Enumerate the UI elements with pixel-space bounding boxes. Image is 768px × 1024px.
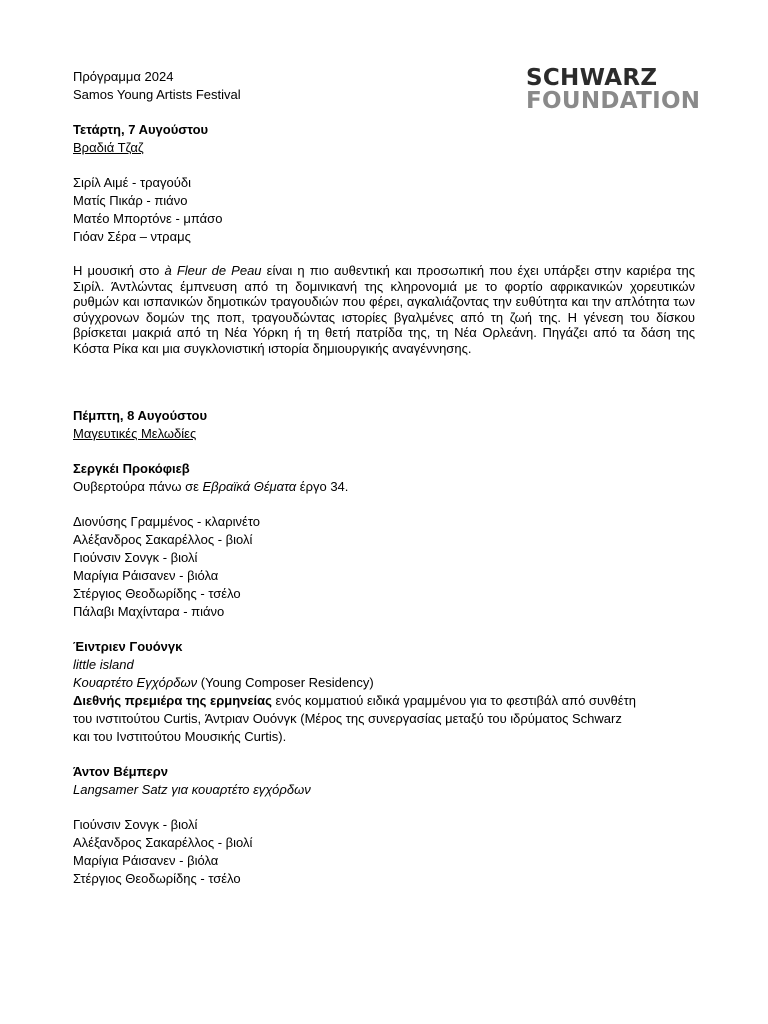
program-title: Πρόγραμμα 2024 [73,69,174,84]
day1-performer: Ματέο Μπορτόνε - μπάσο [73,211,223,226]
composer-wong: Έιντριεν Γουόνγκ [73,639,183,654]
day1-performer: Γιόαν Σέρα – ντραμς [73,229,191,244]
day2-performer: Μαρίγια Ράισανεν - βιόλα [73,853,219,868]
day2-performer: Γιούνσιν Σονγκ - βιολί [73,550,198,565]
day2-performer: Αλέξανδρος Σακαρέλλος - βιολί [73,835,253,850]
day2-performer: Γιούνσιν Σονγκ - βιολί [73,817,198,832]
document-body [73,68,696,888]
day1-performer: Ματίς Πικάρ - πιάνο [73,193,188,208]
day2-performer: Διονύσης Γραμμένος - κλαρινέτο [73,514,261,529]
composer-prokofiev: Σεργκέι Προκόφιεβ [73,461,190,476]
day1-date: Τετάρτη, 7 Αυγούστου [73,122,209,137]
day1-description: Η μουσική στο à Fleur de Peau είναι η πιο αυθεντική και προσωπική που έχει υπάρξει στην καριέρα της Σιρίλ. Άντλώντας έμπνευση από τη δομινικανή της κληρονομιά με το φορτίο αφρικανικών χορευτικών ρυθμών και ισπανικών δημοτικών τραγουδιών που φέρει, αγκαλιάζοντας την ευθύτητα και την απλότητα των σύγχρονων δομών της ποπ, τραγουδώντας ιστορίες βγαλμένες από τη ζωή της. Η γένεση του δίσκου βρίσκεται μακριά από τη Νέα Υόρκη ή τη θετή πατρίδα της, τη Νέα Ορλεάνη. Πηγάζει από τα δάση της Κόστα Ρίκα και μια συγκλονιστική ιστορία δημιουργικής αναγέννησης. [73,263,695,356]
premiere-note-line1: Διεθνής πρεμιέρα της ερμηνείας ενός κομματιού ειδικά γραμμένου για το φεστιβάλ από συνθέτη [73,693,636,708]
logo-line-2: FOUNDATION [526,88,701,114]
day1-title: Βραδιά Τζαζ [73,140,144,155]
day2-title: Μαγευτικές Μελωδίες [73,426,197,441]
logo-line-1: SCHWARZ [526,65,658,91]
webern-work: Langsamer Satz για κουαρτέτο εγχόρδων [73,782,311,797]
day2-performer: Μαρίγια Ράισανεν - βιόλα [73,568,219,583]
day2-performer: Πάλαβι Μαχίνταρα - πιάνο [73,604,225,619]
wong-work-subtitle: Κουαρτέτο Εγχόρδων (Young Composer Residency) [73,675,374,690]
day2-performer: Στέργιος Θεοδωρίδης - τσέλο [73,586,241,601]
day2-date: Πέμπτη, 8 Αυγούστου [73,408,208,423]
premiere-note-line2: του ινστιτούτου Curtis, Άντριαν Ουόνγκ (Μέρος της συνεργασίας μεταξύ του ιδρύματος Schwarz [73,711,622,726]
day1-performer: Σιρίλ Αιμέ - τραγούδι [73,175,192,190]
premiere-note-line3: και του Ινστιτούτου Μουσικής Curtis). [73,729,287,744]
day2-performer: Αλέξανδρος Σακαρέλλος - βιολί [73,532,253,547]
wong-work-title: little island [73,657,134,672]
album-title: à Fleur de Peau [164,263,262,278]
prokofiev-work: Ουβερτούρα πάνω σε Εβραϊκά Θέματα έργο 34. [73,479,349,494]
day2-performer: Στέργιος Θεοδωρίδης - τσέλο [73,871,241,886]
composer-webern: Άντον Βέμπερν [73,764,168,779]
festival-name: Samos Young Artists Festival [73,87,241,102]
